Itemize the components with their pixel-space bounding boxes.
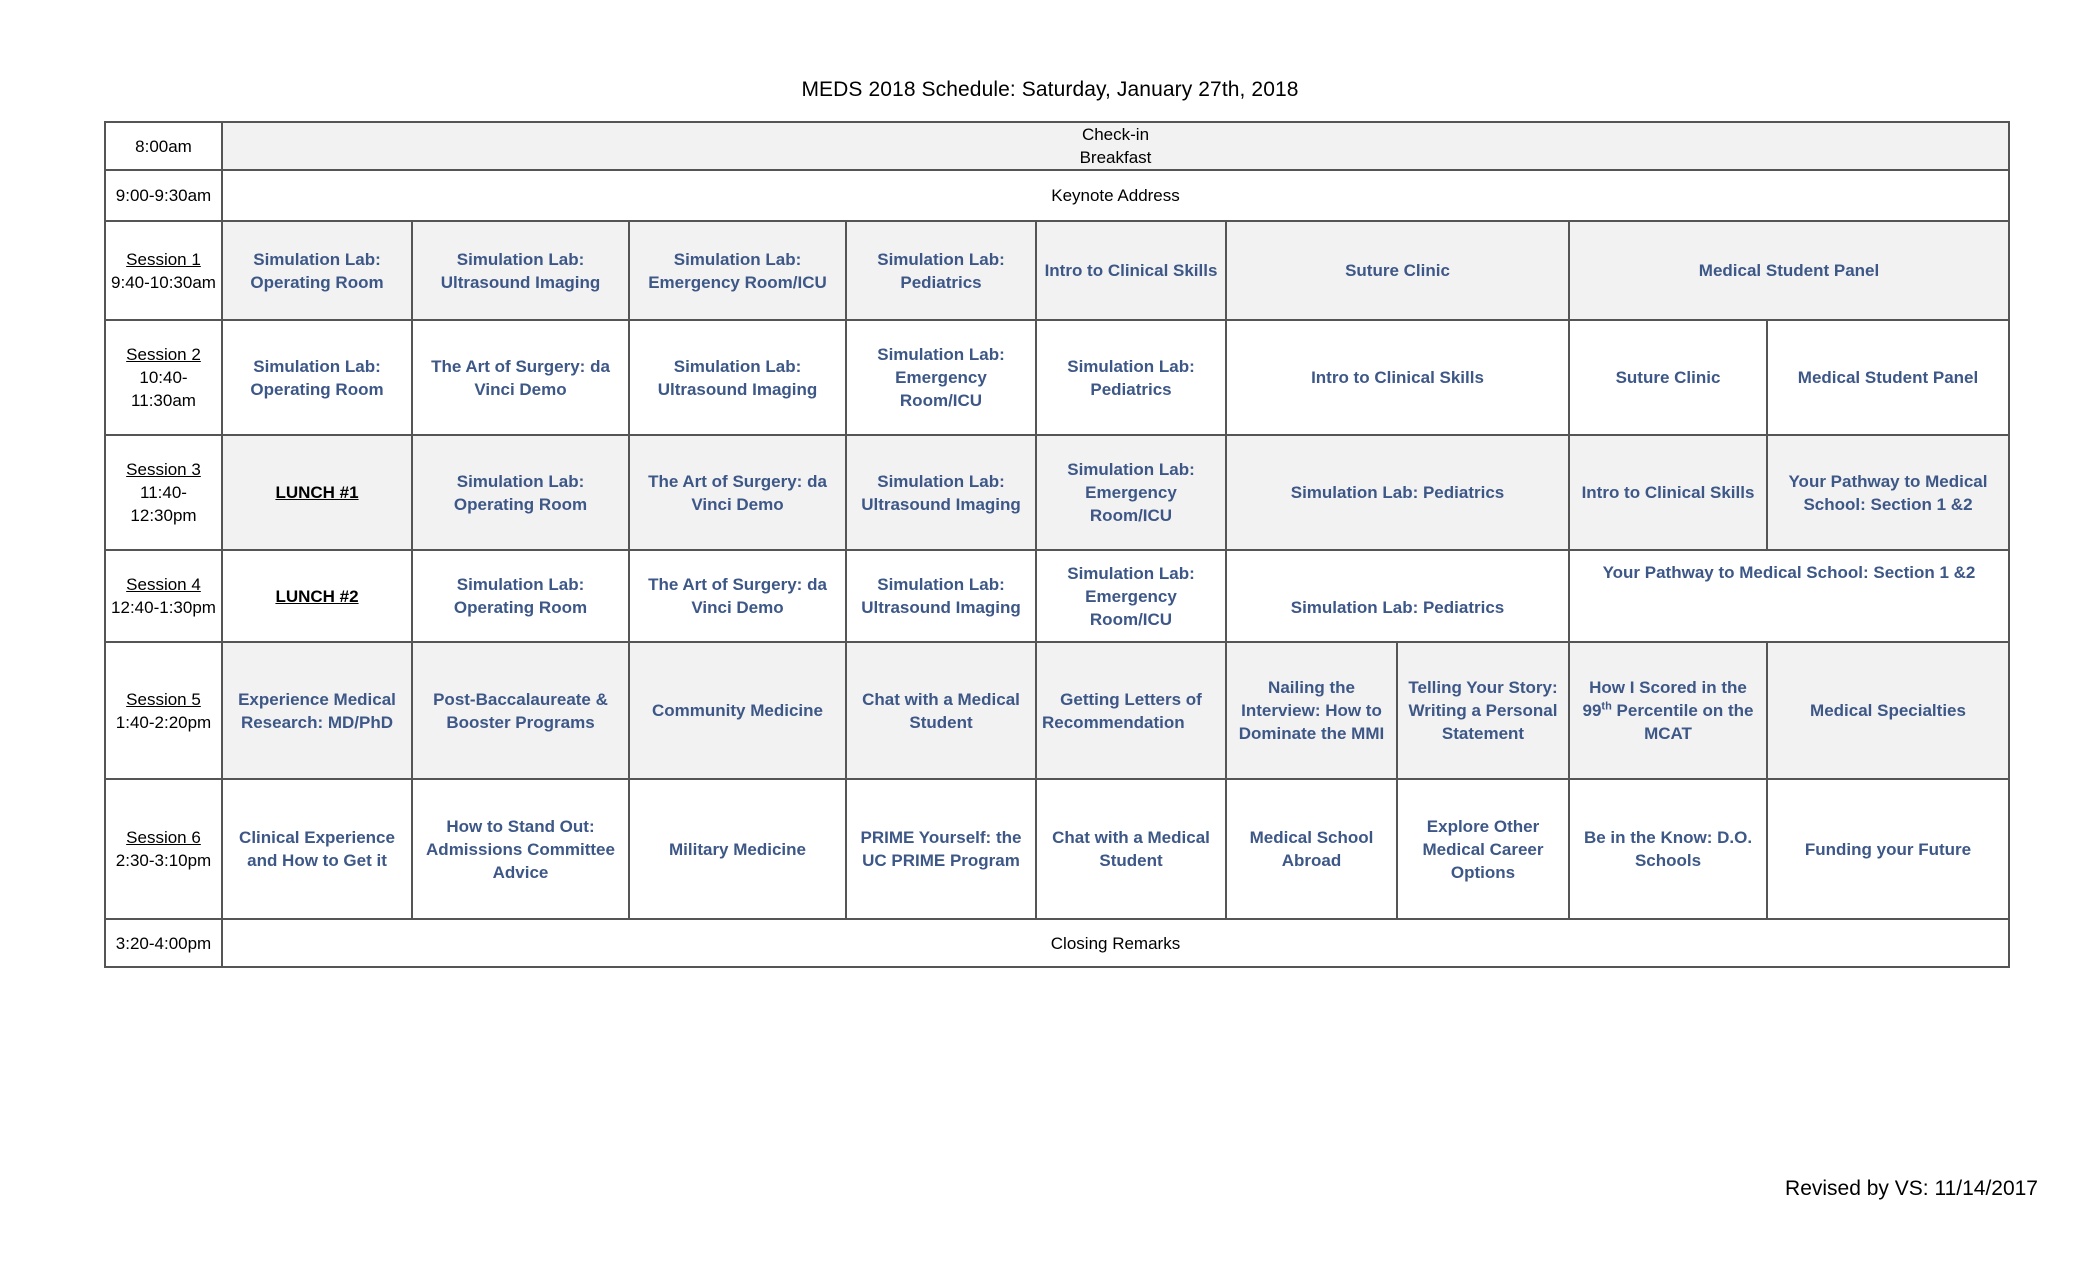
session-cell: Intro to Clinical Skills <box>1036 221 1226 320</box>
session-cell: Chat with a Medical Student <box>1036 779 1226 919</box>
schedule-table <box>104 121 2010 968</box>
session-cell: Simulation Lab: Emergency Room/ICU <box>846 320 1036 435</box>
session-cell: The Art of Surgery: da Vinci Demo <box>629 550 846 642</box>
keynote-cell: Keynote Address <box>222 170 2009 221</box>
session-cell: PRIME Yourself: the UC PRIME Program <box>846 779 1036 919</box>
table-row <box>105 435 2009 550</box>
page-title: MEDS 2018 Schedule: Saturday, January 27th, 2018 <box>801 78 1299 101</box>
session-cell: Medical School Abroad <box>1226 779 1397 919</box>
table-row <box>105 320 2009 435</box>
session-cell: Funding your Future <box>1767 779 2009 919</box>
time-cell: Session 1 9:40-10:30am <box>105 221 222 320</box>
session-cell: Simulation Lab: Ultrasound Imaging <box>629 320 846 435</box>
checkin-breakfast-cell <box>222 122 2009 170</box>
lunch-cell: LUNCH #1 <box>222 435 412 550</box>
session-cell: Simulation Lab: Ultrasound Imaging <box>846 550 1036 642</box>
table-row <box>105 642 2009 779</box>
time-cell: Session 5 1:40-2:20pm <box>105 642 222 779</box>
time-cell: 3:20-4:00pm <box>105 919 222 967</box>
session-cell: The Art of Surgery: da Vinci Demo <box>629 435 846 550</box>
time-cell: Session 4 12:40-1:30pm <box>105 550 222 642</box>
session-cell: Simulation Lab: Pediatrics <box>1036 320 1226 435</box>
table-row <box>105 550 2009 642</box>
session-cell: Be in the Know: D.O. Schools <box>1569 779 1767 919</box>
session-cell: How I Scored in the 99th Percentile on the MCAT <box>1569 642 1767 779</box>
table-row <box>105 170 2009 221</box>
table-row <box>105 779 2009 919</box>
session-cell: Nailing the Interview: How to Dominate the MMI <box>1226 642 1397 779</box>
session-cell: Experience Medical Research: MD/PhD <box>222 642 412 779</box>
session-cell: Intro to Clinical Skills <box>1226 320 1569 435</box>
table-row <box>105 122 2009 170</box>
session-cell: Simulation Lab: Ultrasound Imaging <box>412 221 629 320</box>
session-cell: Medical Specialties <box>1767 642 2009 779</box>
session-cell: Suture Clinic <box>1226 221 1569 320</box>
time-cell: 9:00-9:30am <box>105 170 222 221</box>
session-cell: Simulation Lab: Pediatrics <box>1226 550 1569 642</box>
checkin-label: Check-in <box>1081 125 1150 144</box>
table-row <box>105 919 2009 967</box>
session-cell: Your Pathway to Medical School: Section 1 &2 <box>1767 435 2009 550</box>
session-cell: Your Pathway to Medical School: Section 1 &2 <box>1569 550 2009 642</box>
breakfast-label: Breakfast <box>1079 148 1152 167</box>
session-cell: Simulation Lab: Pediatrics <box>1226 435 1569 550</box>
session-cell: Simulation Lab: Operating Room <box>222 221 412 320</box>
session-cell: Simulation Lab: Emergency Room/ICU <box>1036 435 1226 550</box>
lunch-cell: LUNCH #2 <box>222 550 412 642</box>
session-cell: Community Medicine <box>629 642 846 779</box>
session-cell: Explore Other Medical Career Options <box>1397 779 1569 919</box>
session-cell: Telling Your Story: Writing a Personal Statement <box>1397 642 1569 779</box>
table-row <box>105 221 2009 320</box>
time-cell: Session 2 10:40-11:30am <box>105 320 222 435</box>
session-cell: Simulation Lab: Ultrasound Imaging <box>846 435 1036 550</box>
time-cell: 8:00am <box>105 122 222 170</box>
session-cell: Medical Student Panel <box>1767 320 2009 435</box>
session-cell: Simulation Lab: Emergency Room/ICU <box>629 221 846 320</box>
session-cell: Military Medicine <box>629 779 846 919</box>
session-cell: Simulation Lab: Pediatrics <box>846 221 1036 320</box>
time-cell: Session 3 11:40-12:30pm <box>105 435 222 550</box>
session-cell: Getting Letters of Recommendation <box>1036 642 1226 779</box>
session-cell: How to Stand Out: Admissions Committee Advice <box>412 779 629 919</box>
session-cell: Clinical Experience and How to Get it <box>222 779 412 919</box>
closing-cell: Closing Remarks <box>222 919 2009 967</box>
revision-note: Revised by VS: 11/14/2017 <box>1785 1177 2038 1200</box>
session-cell: Suture Clinic <box>1569 320 1767 435</box>
session-cell: Medical Student Panel <box>1569 221 2009 320</box>
session-cell: Simulation Lab: Operating Room <box>412 550 629 642</box>
session-cell: Intro to Clinical Skills <box>1569 435 1767 550</box>
session-cell: Simulation Lab: Operating Room <box>412 435 629 550</box>
session-cell: Post-Baccalaureate & Booster Programs <box>412 642 629 779</box>
time-cell: Session 6 2:30-3:10pm <box>105 779 222 919</box>
session-cell: Simulation Lab: Operating Room <box>222 320 412 435</box>
session-cell: Chat with a Medical Student <box>846 642 1036 779</box>
session-cell: The Art of Surgery: da Vinci Demo <box>412 320 629 435</box>
session-cell: Simulation Lab: Emergency Room/ICU <box>1036 550 1226 642</box>
